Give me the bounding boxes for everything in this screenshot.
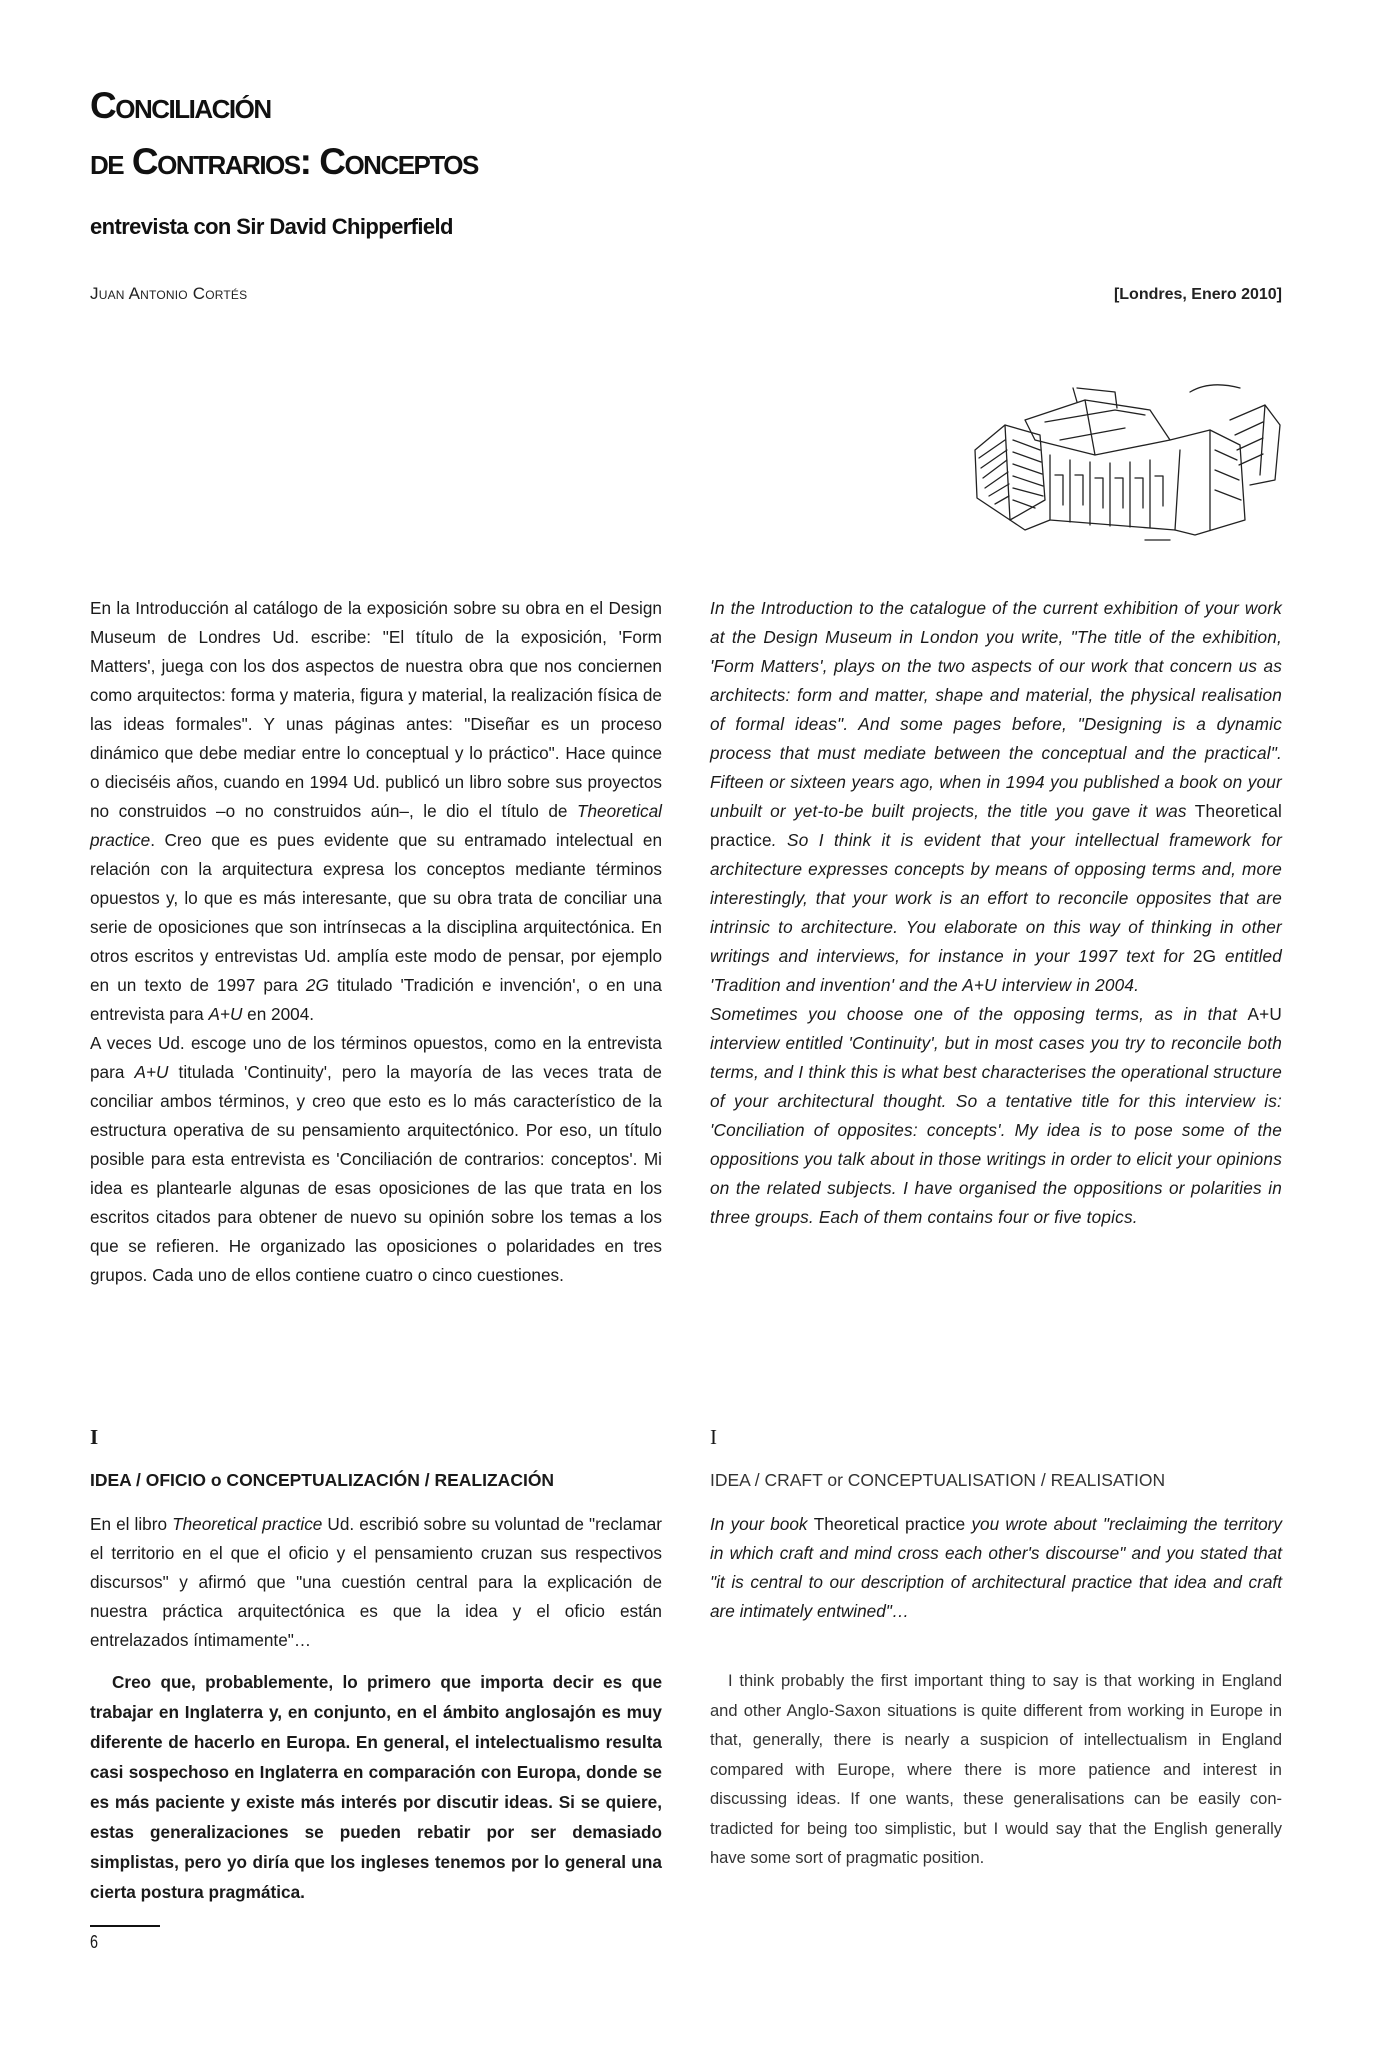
intro-en-paragraph-2: Sometimes you choose one of the opposing terms, as in that A+U interview entitled 'Continuity', but in most cases you try to reconcile both terms, and I think this is what best characterises the operational structure of your architectural thought. So a tentative title for this interview is: 'Conciliation of opposites: concepts'. My idea is to pose some of the oppositions you talk about in those writings in order to elicit your opinions on the related subjects. I have organised the oppositions or polarities in three groups. Each of them contains four or five topics.: [710, 1004, 1282, 1227]
building-sketch-illustration: [965, 380, 1285, 545]
intro-es-paragraph-1: En la Introducción al catálogo de la exposición sobre su obra en el Design Museum de Londres Ud. escribe: "El título de la exposición, 'Form Matters', juega con los dos aspectos de nuestra obra que nos conciernen como arquitectos: forma y materia, figura y material, la realización física de las ideas formales". Y unas páginas antes: "Diseñar es un proceso dinámico que debe mediar entre lo conceptual y lo práctico". Hace quince o dieciséis años, cuando en 1994 Ud. publicó un libro sobre sus proyectos no construidos –o no construidos aún–, le dio el título de Theoretical practice. Creo que es pues evidente que su entramado intelectual en relación con la arquitectura expresa los conceptos mediante términos opuestos y, lo que es más interesante, que su obra trata de conciliar una serie de oposiciones que son intrínsecas a la disciplina arquitectónica. En otros escritos y entrevistas Ud. amplía este modo de pensar, por ejemplo en un texto de 1997 para 2G titulado 'Tradición e invención', o en una entrevista para A+U en 2004.: [90, 598, 662, 1024]
section-heading-spanish: IDEA / OFICIO o CONCEPTUALIZACIÓN / REALIZACIÓN: [90, 1470, 555, 1490]
footer-rule: [90, 1925, 160, 1927]
intro-en-paragraph-1: In the Introduction to the catalogue of the current exhibition of your work at the Design Museum in London you write, "The title of the exhibition, 'Form Matters', plays on the two aspects of our work that concern us as architects: form and matter, shape and material, the physical realisation of formal ideas". And some pages before, "Designing is a dynamic process that must mediate between the conceptual and the practical". Fifteen or sixteen years ago, when in 1994 you published a book on your unbuilt or yet-to-be built projects, the title you gave it was Theoretical practice. So I think it is evident that your intellectual framework for architecture expresses concepts by means of opposing terms and, more interestingly, that your work is an effort to reconcile opposites that are intrinsic to architecture. You elaborate on this way of thinking in other writings and interviews, for instance in your 1997 text for 2G entitled 'Tradition and invention' and the A+U interview in 2004.: [710, 598, 1282, 995]
title-line-2: de Contrarios: Conceptos: [90, 141, 478, 182]
section-number-english: I: [710, 1425, 717, 1449]
answer-spanish: Creo que, probablemente, lo primero que importa decir es que trabajar en Inglaterra y, en conjunto, en el ámbito anglosajón es muy diferente de hacerlo en Europa. En general, el intelectualismo resulta casi sospechoso en Inglaterra en comparación con Europa, donde se es más paciente y existe más interés por discutir ideas. Si se quiere, estas generalizaciones se pueden rebatir por ser demasiado simplistas, pero yo diría que los ingleses tenemos por lo general una cierta postura pragmática.: [90, 1672, 662, 1902]
section-heading-english: IDEA / CRAFT or CONCEPTUALISATION / REALISATION: [710, 1470, 1166, 1490]
question-english: In your book Theoretical practice you wrote about "reclaiming the territory in which craft and mind cross each other's discourse" and you stated that "it is central to our description of architectural practice that idea and craft are intimately entwined"…: [710, 1514, 1282, 1621]
place-date: [Londres, Enero 2010]: [1113, 286, 1282, 303]
section-number-spanish: I: [90, 1425, 99, 1449]
title-line-1: Conciliación: [90, 85, 271, 126]
intro-column-spanish: [90, 594, 662, 1290]
intro-es-paragraph-2: A veces Ud. escoge uno de los términos opuestos, como en la entrevista para A+U titulada 'Continuity', pero la mayoría de las veces trata de conciliar ambos términos, y creo que esto es lo más característico de la estructura operativa de su pensamiento arquitectónico. Por eso, un título posible para esta entrevista es 'Conciliación de contrarios: conceptos'. Mi idea es plantearle algunas de esas oposiciones de las que trata en los escritos citados para obtener de nuevo su opinión sobre los temas a los que se refieren. He organizado las oposiciones o polaridades en tres grupos. Cada uno de ellos contiene cuatro o cinco cuestiones.: [90, 1033, 662, 1285]
article-title: [90, 78, 1190, 190]
question-spanish: En el libro Theoretical practice Ud. escribió sobre su voluntad de "reclamar el territorio en el que el oficio y el pensamiento cruzan sus respectivos discursos" y afirmó que "una cuestión central para la explicación de nuestra práctica arquitectónica es que la idea y el oficio están entrelazados íntimamente"…: [90, 1514, 662, 1650]
answer-english: I think probably the first important thing to say is that working in England and other Anglo-Saxon situations is quite different from working in Europe in that, generally, there is nearly a suspicion of intellectualism in England compared with Europe, where there is more patience and interest in discussing ideas. If one wants, these generalisations can be easily contradicted for being too simplistic, but I would say that the English generally have some sort of pragmatic position.: [710, 1672, 1282, 1867]
author-name: Juan Antonio Cortés: [90, 284, 248, 303]
intro-column-english: [710, 594, 1282, 1232]
page-number: 6: [90, 1932, 99, 1952]
article-subtitle: entrevista con Sir David Chipperfield: [90, 214, 453, 239]
